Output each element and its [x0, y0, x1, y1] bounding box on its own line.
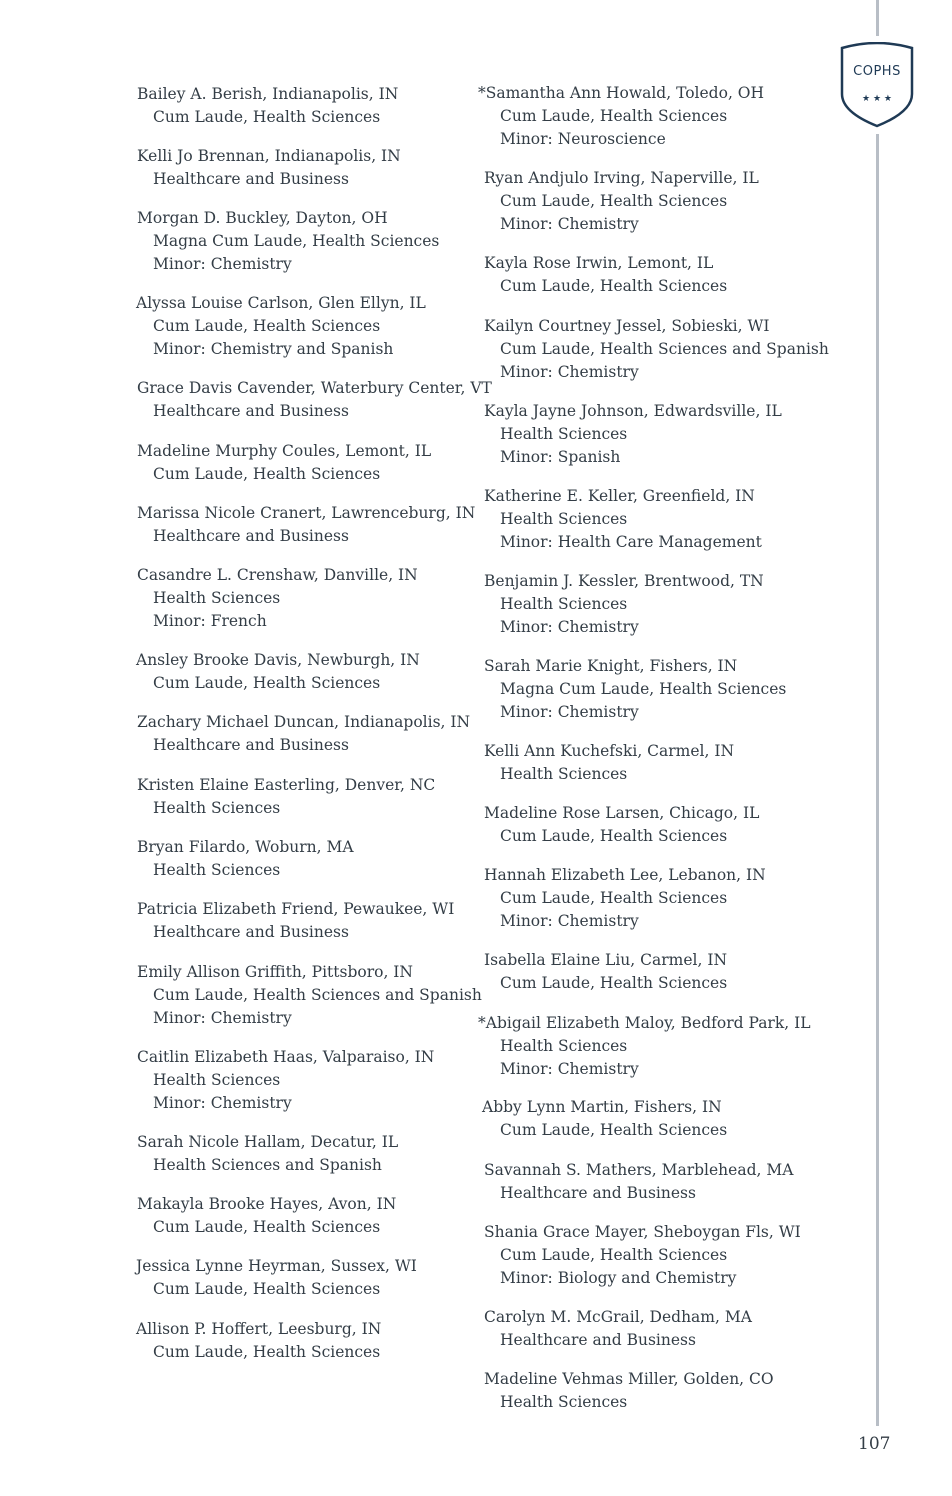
graduate-detail: Healthcare and Business	[500, 1184, 696, 1202]
graduate-detail: Minor: Chemistry and Spanish	[153, 340, 394, 358]
graduate-name: Benjamin J. Kessler, Brentwood, TN	[484, 572, 764, 590]
graduate-entry	[484, 802, 759, 848]
graduate-name: Shania Grace Mayer, Sheboygan Fls, WI	[484, 1223, 801, 1241]
graduate-detail: Cum Laude, Health Sciences	[500, 107, 728, 125]
graduate-entry	[484, 655, 786, 724]
graduate-detail: Minor: Spanish	[500, 448, 621, 466]
graduate-detail: Minor: Biology and Chemistry	[500, 1269, 737, 1287]
graduate-entry	[137, 83, 398, 129]
graduate-detail: Cum Laude, Health Sciences	[500, 889, 728, 907]
graduate-name: Alyssa Louise Carlson, Glen Ellyn, IL	[136, 294, 426, 312]
graduate-detail: Cum Laude, Health Sciences	[500, 1121, 728, 1139]
graduate-detail: Healthcare and Business	[500, 1331, 696, 1349]
graduate-detail: Cum Laude, Health Sciences	[500, 1246, 728, 1264]
graduate-name: Jessica Lynne Heyrman, Sussex, WI	[136, 1257, 417, 1275]
graduate-name: *Abigail Elizabeth Maloy, Bedford Park, IL	[478, 1014, 811, 1032]
graduate-name: Kailyn Courtney Jessel, Sobieski, WI	[484, 317, 770, 335]
badge-stars: ★ ★ ★	[862, 94, 892, 104]
graduate-name: *Samantha Ann Howald, Toledo, OH	[478, 84, 765, 102]
graduate-detail: Health Sciences	[500, 510, 628, 528]
graduate-entry	[484, 1368, 774, 1414]
badge-label: COPHS	[853, 64, 901, 79]
graduate-entry	[136, 292, 426, 361]
graduate-entry	[484, 864, 766, 933]
graduate-name: Kristen Elaine Easterling, Denver, NC	[137, 776, 436, 794]
graduate-name: Isabella Elaine Liu, Carmel, IN	[484, 951, 728, 969]
graduate-detail: Minor: Neuroscience	[500, 130, 666, 148]
page-number: 107	[858, 1434, 891, 1454]
graduate-detail: Health Sciences	[500, 595, 628, 613]
graduate-detail: Magna Cum Laude, Health Sciences	[500, 680, 787, 698]
graduate-detail: Health Sciences	[500, 425, 628, 443]
graduate-name: Savannah S. Mathers, Marblehead, MA	[484, 1161, 794, 1179]
graduate-detail: Minor: Chemistry	[153, 1094, 292, 1112]
graduate-detail: Health Sciences	[153, 1071, 281, 1089]
graduate-name: Zachary Michael Duncan, Indianapolis, IN	[137, 713, 471, 731]
graduate-detail: Minor: Chemistry	[153, 1009, 292, 1027]
shield-icon	[839, 42, 915, 128]
graduate-name: Caitlin Elizabeth Haas, Valparaiso, IN	[137, 1048, 435, 1066]
graduate-name: Kelli Jo Brennan, Indianapolis, IN	[137, 147, 401, 165]
graduate-detail: Cum Laude, Health Sciences	[500, 277, 728, 295]
graduate-entry	[484, 740, 734, 786]
graduate-detail: Minor: French	[153, 612, 267, 630]
graduate-entry	[137, 1193, 396, 1239]
graduate-name: Bailey A. Berish, Indianapolis, IN	[137, 85, 399, 103]
graduate-entry	[137, 145, 401, 191]
graduate-entry	[484, 315, 829, 384]
side-rule-top	[876, 0, 879, 36]
graduate-name: Kayla Rose Irwin, Lemont, IL	[484, 254, 714, 272]
graduate-detail: Magna Cum Laude, Health Sciences	[153, 232, 440, 250]
graduate-detail: Health Sciences	[500, 1037, 628, 1055]
graduate-detail: Health Sciences	[153, 861, 281, 879]
graduate-detail: Cum Laude, Health Sciences and Spanish	[153, 986, 482, 1004]
graduate-detail: Health Sciences	[500, 765, 628, 783]
graduate-detail: Cum Laude, Health Sciences	[500, 974, 728, 992]
graduate-entry	[136, 649, 420, 695]
graduate-detail: Cum Laude, Health Sciences and Spanish	[500, 340, 829, 358]
graduate-name: Allison P. Hoffert, Leesburg, IN	[136, 1320, 382, 1338]
graduate-name: Madeline Vehmas Miller, Golden, CO	[484, 1370, 774, 1388]
graduate-name: Sarah Nicole Hallam, Decatur, IL	[137, 1133, 399, 1151]
graduate-detail: Health Sciences and Spanish	[153, 1156, 382, 1174]
graduate-name: Madeline Rose Larsen, Chicago, IL	[484, 804, 760, 822]
graduate-entry	[484, 1221, 801, 1290]
cophs-shield-badge	[839, 42, 915, 128]
graduate-name: Abby Lynn Martin, Fishers, IN	[482, 1098, 722, 1116]
graduate-name: Grace Davis Cavender, Waterbury Center, VT	[137, 379, 492, 397]
graduate-entry	[137, 564, 418, 633]
graduate-name: Makayla Brooke Hayes, Avon, IN	[137, 1195, 397, 1213]
graduate-detail: Health Sciences	[153, 799, 281, 817]
graduate-entry	[484, 1306, 752, 1352]
graduate-name: Kayla Jayne Johnson, Edwardsville, IL	[484, 402, 782, 420]
graduate-entry	[137, 207, 439, 276]
graduate-detail: Healthcare and Business	[153, 923, 349, 941]
graduate-name: Hannah Elizabeth Lee, Lebanon, IN	[484, 866, 766, 884]
graduate-name: Sarah Marie Knight, Fishers, IN	[484, 657, 738, 675]
graduate-detail: Minor: Chemistry	[500, 703, 639, 721]
graduate-name: Patricia Elizabeth Friend, Pewaukee, WI	[137, 900, 455, 918]
graduate-entry	[137, 1046, 434, 1115]
graduate-entry	[137, 961, 482, 1030]
graduate-detail: Cum Laude, Health Sciences	[153, 465, 381, 483]
graduate-entry	[136, 1318, 381, 1364]
graduate-detail: Minor: Chemistry	[500, 215, 639, 233]
graduate-entry	[484, 485, 762, 554]
graduate-entry	[484, 252, 727, 298]
graduate-name: Katherine E. Keller, Greenfield, IN	[484, 487, 755, 505]
graduate-name: Madeline Murphy Coules, Lemont, IL	[137, 442, 432, 460]
graduate-entry	[137, 1131, 398, 1177]
graduate-entry	[137, 377, 492, 423]
graduate-entry	[478, 1012, 811, 1081]
graduate-entry	[484, 400, 782, 469]
graduate-detail: Cum Laude, Health Sciences	[153, 1218, 381, 1236]
graduate-detail: Healthcare and Business	[153, 402, 349, 420]
graduate-detail: Cum Laude, Health Sciences	[153, 317, 381, 335]
graduate-name: Morgan D. Buckley, Dayton, OH	[137, 209, 388, 227]
graduate-entry	[484, 570, 764, 639]
side-rule	[876, 134, 879, 1426]
graduate-detail: Cum Laude, Health Sciences	[153, 1343, 381, 1361]
graduate-name: Emily Allison Griffith, Pittsboro, IN	[137, 963, 413, 981]
graduate-name: Ryan Andjulo Irving, Naperville, IL	[484, 169, 759, 187]
graduate-detail: Healthcare and Business	[153, 736, 349, 754]
graduate-entry	[484, 167, 759, 236]
graduate-entry	[137, 440, 431, 486]
graduate-entry	[482, 1096, 727, 1142]
graduate-detail: Cum Laude, Health Sciences	[153, 1280, 381, 1298]
graduate-entry	[137, 502, 475, 548]
graduate-name: Marissa Nicole Cranert, Lawrenceburg, IN	[137, 504, 476, 522]
graduate-detail: Health Sciences	[500, 1393, 628, 1411]
graduate-detail: Cum Laude, Health Sciences	[153, 674, 381, 692]
graduate-entry	[137, 836, 354, 882]
graduate-name: Casandre L. Crenshaw, Danville, IN	[137, 566, 418, 584]
graduate-detail: Healthcare and Business	[153, 170, 349, 188]
graduate-detail: Cum Laude, Health Sciences	[500, 192, 728, 210]
graduate-detail: Minor: Health Care Management	[500, 533, 762, 551]
graduate-name: Carolyn M. McGrail, Dedham, MA	[484, 1308, 752, 1326]
graduate-detail: Minor: Chemistry	[500, 363, 639, 381]
graduate-detail: Healthcare and Business	[153, 527, 349, 545]
graduate-name: Bryan Filardo, Woburn, MA	[137, 838, 354, 856]
graduate-detail: Cum Laude, Health Sciences	[500, 827, 728, 845]
graduate-detail: Health Sciences	[153, 589, 281, 607]
graduate-detail: Minor: Chemistry	[153, 255, 292, 273]
graduate-detail: Minor: Chemistry	[500, 618, 639, 636]
graduate-name: Ansley Brooke Davis, Newburgh, IN	[136, 651, 420, 669]
graduate-name: Kelli Ann Kuchefski, Carmel, IN	[484, 742, 735, 760]
graduate-entry	[478, 82, 764, 151]
graduate-entry	[136, 1255, 417, 1301]
graduate-entry	[137, 711, 470, 757]
graduate-detail: Minor: Chemistry	[500, 1060, 639, 1078]
graduate-entry	[484, 949, 727, 995]
graduate-entry	[137, 774, 435, 820]
graduate-detail: Cum Laude, Health Sciences	[153, 108, 381, 126]
graduate-entry	[137, 898, 454, 944]
graduate-entry	[484, 1159, 793, 1205]
graduate-detail: Minor: Chemistry	[500, 912, 639, 930]
